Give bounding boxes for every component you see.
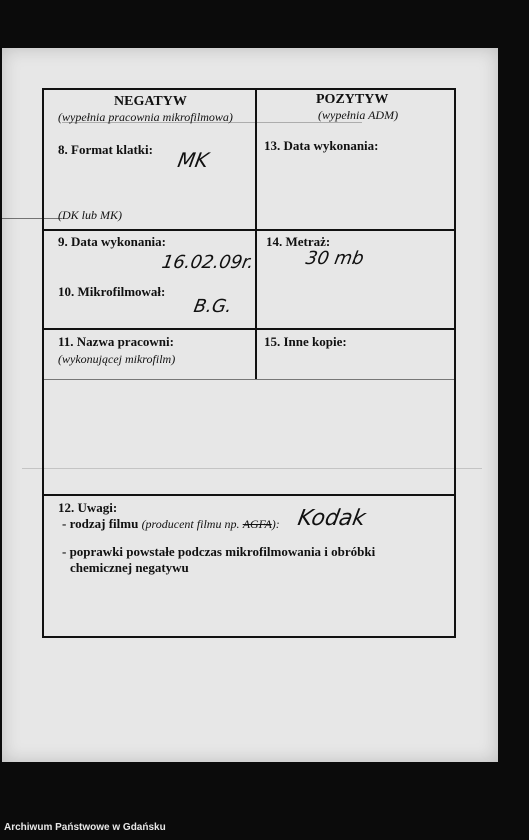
remarks-label: 12. Uwagi:	[58, 500, 118, 515]
lab-label: 11. Nazwa pracowni:	[58, 334, 174, 349]
format-hint: (DK lub MK)	[58, 208, 122, 222]
corrections-line-1: - poprawki powstałe podczas mikrofilmowania i obróbki	[62, 544, 376, 559]
film-type-hint: (producent filmu np.	[141, 517, 240, 531]
pozytyw-title: POZYTYW	[316, 92, 389, 107]
row-divider	[44, 328, 454, 330]
filmed-value: B.G.	[192, 296, 234, 317]
pozytyw-date-label: 13. Data wykonania:	[264, 138, 379, 153]
meter-value: 30 mb	[304, 248, 366, 269]
film-type-prefix: - rodzaj filmu	[62, 516, 139, 531]
row-divider	[44, 229, 454, 231]
filmed-label: 10. Mikrofilmował:	[58, 284, 166, 299]
date-label: 9. Data wykonania:	[58, 234, 166, 249]
copies-label: 15. Inne kopie:	[264, 334, 347, 349]
pozytyw-subtitle: (wypełnia ADM)	[318, 108, 399, 122]
corrections-line-2: chemicznej negatywu	[70, 560, 189, 575]
film-type-struck: AGFA	[242, 517, 272, 531]
film-type-value: Kodak	[295, 506, 368, 531]
lab-hint: (wykonującej mikrofilm)	[58, 352, 176, 366]
negatyw-title: NEGATYW	[114, 94, 187, 109]
film-type-line	[62, 516, 280, 532]
date-value: 16.02.09r.	[160, 252, 256, 273]
row-divider-faint	[44, 379, 454, 380]
format-value: MK	[175, 148, 211, 172]
row-divider	[44, 494, 454, 496]
format-label: 8. Format klatki:	[58, 142, 153, 157]
microfilm-form	[42, 88, 456, 638]
negatyw-subtitle: (wypełnia pracownia mikrofilmowa)	[58, 110, 233, 124]
film-type-close: ):	[271, 517, 280, 531]
meter-label: 14. Metraż:	[266, 234, 331, 249]
column-divider	[255, 90, 257, 379]
archive-footer: Archiwum Państwowe w Gdańsku	[4, 822, 166, 833]
